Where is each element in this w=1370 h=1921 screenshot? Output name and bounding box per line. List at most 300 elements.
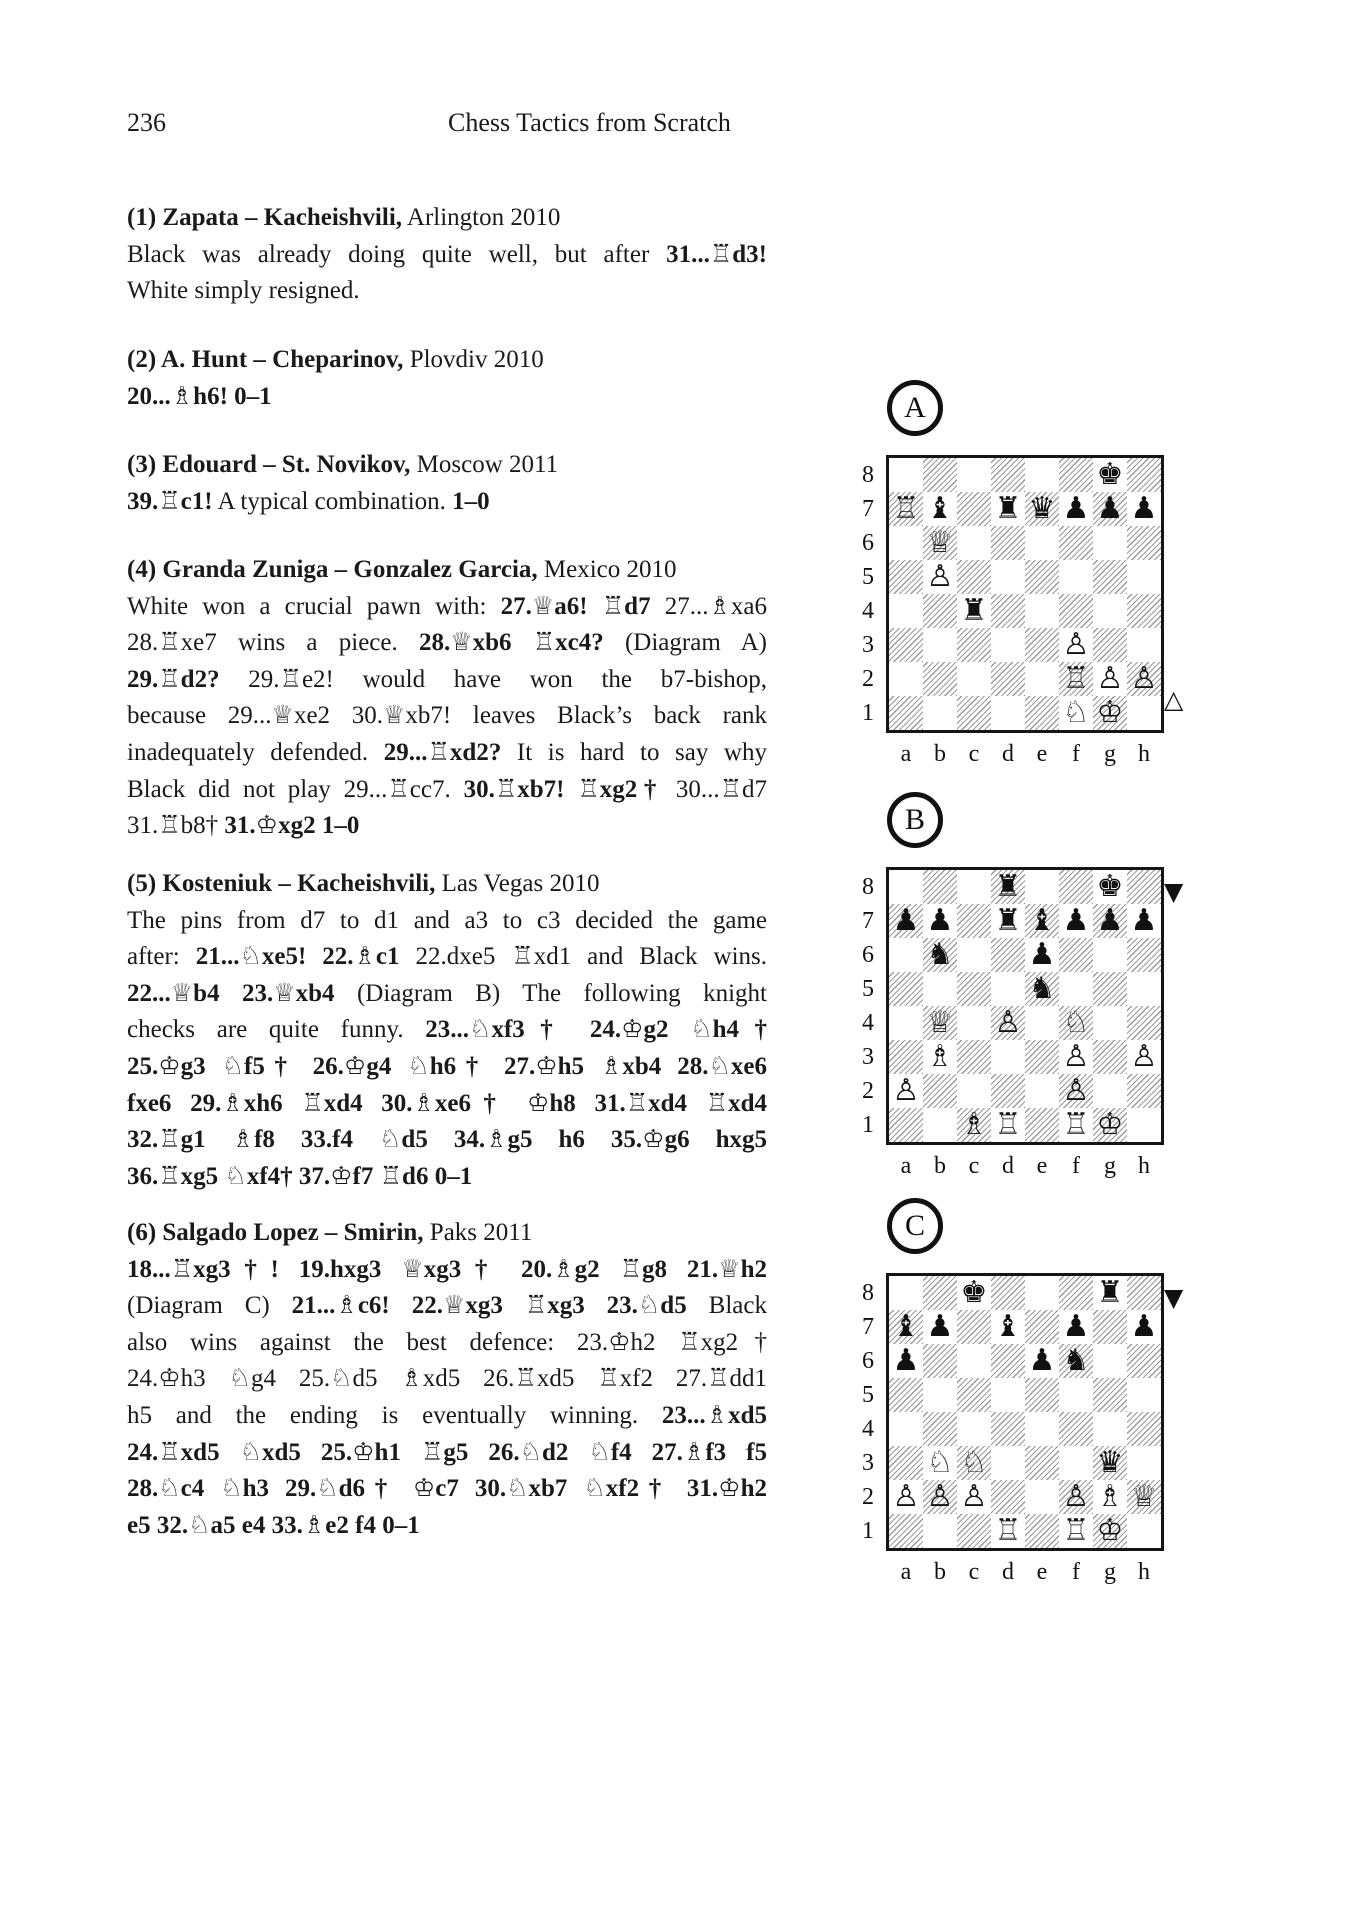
board-square-g3 <box>1093 1040 1127 1074</box>
chess-piece-b7: ♟ <box>926 903 954 938</box>
chessboard-b <box>886 867 1164 1145</box>
board-square-f4 <box>1059 1412 1093 1446</box>
board-square-g2 <box>1093 1074 1127 1108</box>
board-square-c3 <box>957 628 991 662</box>
board-square-g6 <box>1093 526 1127 560</box>
chess-piece-f7: ♟ <box>1062 491 1090 526</box>
file-label-d: d <box>1002 1153 1014 1179</box>
rank-label-7: 7 <box>862 908 874 934</box>
board-square-h2 <box>1127 1074 1161 1108</box>
chess-piece-a6: ♟ <box>892 1343 920 1378</box>
board-square-b4 <box>923 594 957 628</box>
board-square-g6 <box>1093 1344 1127 1378</box>
board-square-a2 <box>889 662 923 696</box>
text-segment: 1–0 <box>452 487 490 515</box>
chess-piece-f7: ♟ <box>1062 1309 1090 1344</box>
board-square-h8 <box>1127 458 1161 492</box>
text-segment: inadequately defended. <box>127 738 384 766</box>
text-segment: 32.♖g1 ♗f8 33.f4 ♘d5 34.♗g5 h6 35.♔g6 hxg5 <box>127 1126 767 1154</box>
board-square-c4 <box>957 1006 991 1040</box>
rank-label-3: 3 <box>862 632 874 658</box>
text-segment: Las Vegas 2010 <box>435 870 600 897</box>
text-segment: 36.♖xg5 ♘xf4† 37.♔f7 ♖d6 0–1 <box>127 1162 473 1190</box>
board-square-d5 <box>991 1378 1025 1412</box>
text-segment: fxe6 29.♗xh6 ♖xd4 30.♗xe6† ♔h8 31.♖xd4 ♖xd4 <box>127 1089 767 1117</box>
text-segment: (3) Edouard – St. Novikov, <box>127 451 411 478</box>
board-square-d4 <box>991 1412 1025 1446</box>
chess-piece-a7: ♖ <box>889 492 923 526</box>
board-square-d3 <box>991 628 1025 662</box>
file-label-b: b <box>934 1153 946 1179</box>
board-square-b8 <box>923 870 957 904</box>
board-square-e2 <box>1025 1480 1059 1514</box>
text-segment: 23...♗xd5 <box>661 1401 767 1429</box>
text-segment: A typical combination. <box>212 487 453 515</box>
board-square-e8 <box>1025 1276 1059 1310</box>
board-square-f3 <box>1059 1446 1093 1480</box>
board-square-a5 <box>889 560 923 594</box>
board-square-a5 <box>889 1378 923 1412</box>
chess-piece-g2: ♙ <box>1096 661 1124 696</box>
board-square-h5 <box>1127 972 1161 1006</box>
solution-paragraph-4 <box>127 552 767 845</box>
chess-piece-b6: ♞ <box>923 938 957 972</box>
board-square-e4 <box>1025 1006 1059 1040</box>
chess-piece-f1: ♖ <box>1062 1107 1090 1142</box>
board-square-g5 <box>1093 1378 1127 1412</box>
board-square-b5 <box>923 972 957 1006</box>
diagram-label-a: A <box>887 380 943 436</box>
chess-piece-b5: ♙ <box>926 559 954 594</box>
board-square-a1 <box>889 1514 923 1548</box>
chess-piece-g2: ♗ <box>1096 1479 1124 1514</box>
chess-piece-c1: ♗ <box>957 1108 991 1142</box>
game-heading <box>127 200 767 237</box>
board-square-e3 <box>1025 1446 1059 1480</box>
board-square-h6 <box>1127 1344 1161 1378</box>
notation-line <box>127 772 767 809</box>
chess-piece-f3: ♙ <box>1062 1039 1090 1074</box>
notation-line <box>127 939 767 976</box>
board-square-b1 <box>923 1108 957 1142</box>
rank-label-3: 3 <box>862 1450 874 1476</box>
text-segment: White simply resigned. <box>127 277 360 305</box>
rank-label-6: 6 <box>862 530 874 556</box>
board-square-h1 <box>1127 1514 1161 1548</box>
black-to-move-icon: ▼ <box>1164 877 1184 906</box>
rank-label-4: 4 <box>862 1010 874 1036</box>
board-square-a3 <box>889 1446 923 1480</box>
board-square-d5 <box>991 560 1025 594</box>
rank-label-5: 5 <box>862 976 874 1002</box>
file-label-e: e <box>1036 1559 1048 1585</box>
board-square-g3 <box>1093 628 1127 662</box>
board-square-e7 <box>1025 1310 1059 1344</box>
board-square-e8 <box>1025 458 1059 492</box>
file-label-g: g <box>1104 1559 1116 1585</box>
chessboard-c <box>886 1273 1164 1551</box>
chess-piece-b7: ♝ <box>926 491 954 526</box>
text-segment: Black did not play 29...♖cc7. <box>127 775 464 803</box>
board-square-e3 <box>1025 1040 1059 1074</box>
file-label-b: b <box>934 741 946 767</box>
black-to-move-icon: ▼ <box>1164 1283 1184 1312</box>
board-square-c5 <box>957 560 991 594</box>
chess-piece-f1: ♖ <box>1062 1513 1090 1548</box>
board-square-c5 <box>957 1378 991 1412</box>
chess-piece-c8: ♚ <box>960 1275 988 1310</box>
text-segment: 21...♘xe5! 22.♗c1 <box>195 943 400 971</box>
text-segment: 31.♖b8† <box>127 812 225 840</box>
text-segment: (4) Granda Zuniga – Gonzalez Garcia, <box>127 556 538 583</box>
file-label-h: h <box>1138 1153 1150 1179</box>
board-square-d2 <box>991 1480 1025 1514</box>
board-square-e1 <box>1025 1514 1059 1548</box>
solution-paragraph-2 <box>127 342 767 415</box>
board-square-c2 <box>957 1074 991 1108</box>
board-square-c8 <box>957 458 991 492</box>
board-square-h5 <box>1127 1378 1161 1412</box>
board-square-f5 <box>1059 560 1093 594</box>
board-square-d6 <box>991 526 1025 560</box>
chess-piece-b2: ♙ <box>923 1480 957 1514</box>
chess-piece-b3: ♘ <box>926 1445 954 1480</box>
text-segment: 25.♔g3 ♘f5† 26.♔g4 ♘h6† 27.♔h5 ♗xb4 28.♘xe6 <box>127 1052 767 1080</box>
notation-line <box>127 379 767 416</box>
notation-line <box>127 698 767 735</box>
board-square-a1 <box>889 696 923 730</box>
text-segment: because 29...♕xe2 30.♕xb7! leaves Black’s back rank <box>127 702 767 730</box>
board-square-d3 <box>991 1040 1025 1074</box>
text-segment: Black was already doing quite well, but after <box>127 240 667 268</box>
board-square-f8 <box>1059 1276 1093 1310</box>
chess-piece-e7: ♝ <box>1025 904 1059 938</box>
board-square-d3 <box>991 1446 1025 1480</box>
board-square-f6 <box>1059 938 1093 972</box>
board-square-e4 <box>1025 1412 1059 1446</box>
notation-line <box>127 484 767 521</box>
board-square-f5 <box>1059 972 1093 1006</box>
file-label-c: c <box>968 1559 980 1585</box>
text-segment: 21...♗c6! 22.♕xg3 ♖xg3 23.♘d5 <box>291 1292 687 1320</box>
text-segment: White won a crucial pawn with: <box>127 592 501 620</box>
notation-line <box>127 1471 767 1508</box>
file-label-c: c <box>968 741 980 767</box>
text-segment: 27...♗xa6 <box>650 592 767 620</box>
board-square-f8 <box>1059 870 1093 904</box>
notation-line <box>127 1435 767 1472</box>
text-segment: Mexico 2010 <box>537 556 677 583</box>
notation-line <box>127 808 767 845</box>
text-segment: 29.♖e2! would have won the b7-bishop, <box>219 665 767 693</box>
chess-piece-f7: ♟ <box>1062 903 1090 938</box>
rank-label-1: 1 <box>862 1518 874 1544</box>
rank-label-7: 7 <box>862 1314 874 1340</box>
chess-piece-g7: ♟ <box>1093 904 1127 938</box>
board-square-d5 <box>991 972 1025 1006</box>
board-square-g5 <box>1093 560 1127 594</box>
file-label-e: e <box>1036 741 1048 767</box>
board-square-c8 <box>957 870 991 904</box>
board-square-a3 <box>889 1040 923 1074</box>
rank-label-8: 8 <box>862 1280 874 1306</box>
board-square-b2 <box>923 662 957 696</box>
white-to-move-icon: △ <box>1164 685 1184 714</box>
file-label-h: h <box>1138 741 1150 767</box>
text-segment: 22.dxe5 ♖xd1 and Black wins. <box>399 943 767 971</box>
board-square-e2 <box>1025 1074 1059 1108</box>
game-heading <box>127 342 767 379</box>
board-square-f6 <box>1059 526 1093 560</box>
board-square-d4 <box>991 594 1025 628</box>
text-segment: also wins against the best defence: 23.♔h2 ♖xg2† <box>127 1328 767 1356</box>
notation-line <box>127 903 767 940</box>
rank-label-4: 4 <box>862 1416 874 1442</box>
text-segment: 23...♘xf3† 24.♔g2 ♘h4† <box>425 1016 767 1044</box>
rank-label-2: 2 <box>862 1078 874 1104</box>
notation-line <box>127 1252 767 1289</box>
board-square-a4 <box>889 1412 923 1446</box>
chess-piece-h3: ♙ <box>1130 1039 1158 1074</box>
notation-line <box>127 1159 767 1196</box>
text-segment: (5) Kosteniuk – Kacheishvili, <box>127 870 436 897</box>
board-square-h6 <box>1127 526 1161 560</box>
file-label-e: e <box>1036 1153 1048 1179</box>
chess-piece-f4: ♘ <box>1059 1006 1093 1040</box>
chess-piece-f2: ♙ <box>1059 1480 1093 1514</box>
notation-line <box>127 273 767 310</box>
text-segment: 30...♖d7 <box>662 775 767 803</box>
diagram-label-b: B <box>887 792 943 848</box>
board-square-a4 <box>889 594 923 628</box>
board-square-h4 <box>1127 594 1161 628</box>
board-square-c6 <box>957 526 991 560</box>
game-heading <box>127 552 767 589</box>
board-square-c6 <box>957 938 991 972</box>
chess-piece-g7: ♟ <box>1093 492 1127 526</box>
solution-paragraph-3 <box>127 447 767 520</box>
rank-label-8: 8 <box>862 874 874 900</box>
board-square-b1 <box>923 1514 957 1548</box>
notation-line <box>127 1325 767 1362</box>
solution-paragraph-6 <box>127 1215 767 1544</box>
board-square-a8 <box>889 458 923 492</box>
notation-line <box>127 1049 767 1086</box>
file-label-c: c <box>968 1153 980 1179</box>
board-square-b8 <box>923 1276 957 1310</box>
file-label-b: b <box>934 1559 946 1585</box>
board-square-e8 <box>1025 870 1059 904</box>
board-square-e6 <box>1025 526 1059 560</box>
board-square-e2 <box>1025 662 1059 696</box>
board-square-c3 <box>957 1040 991 1074</box>
board-square-g4 <box>1093 594 1127 628</box>
board-square-e3 <box>1025 628 1059 662</box>
chess-piece-b7: ♟ <box>926 1309 954 1344</box>
text-segment: 29...♖xd2? <box>383 738 502 766</box>
file-label-f: f <box>1072 1153 1080 1179</box>
text-segment: (1) Zapata – Kacheishvili, <box>127 204 403 231</box>
board-square-h3 <box>1127 628 1161 662</box>
chess-piece-e6: ♟ <box>1028 937 1056 972</box>
chess-piece-g1: ♔ <box>1093 696 1127 730</box>
notation-line <box>127 589 767 626</box>
chessboard-a <box>886 455 1164 733</box>
chess-piece-h2: ♙ <box>1127 662 1161 696</box>
text-segment: (2) A. Hunt – Cheparinov, <box>127 346 404 373</box>
rank-label-4: 4 <box>862 598 874 624</box>
notation-line <box>127 735 767 772</box>
board-square-e5 <box>1025 1378 1059 1412</box>
chess-piece-e7: ♛ <box>1025 492 1059 526</box>
rank-label-2: 2 <box>862 1484 874 1510</box>
text-segment: 31.♔xg2 1–0 <box>224 812 360 840</box>
file-label-a: a <box>900 741 912 767</box>
file-label-d: d <box>1002 1559 1014 1585</box>
board-square-c1 <box>957 696 991 730</box>
notation-line <box>127 625 767 662</box>
text-segment: Moscow 2011 <box>410 451 559 478</box>
board-square-d2 <box>991 662 1025 696</box>
board-square-f5 <box>1059 1378 1093 1412</box>
chess-piece-g8: ♜ <box>1096 1275 1124 1310</box>
text-segment: The pins from d7 to d1 and a3 to c3 decided the game <box>127 906 767 934</box>
chess-piece-d7: ♜ <box>994 903 1022 938</box>
chess-piece-d7: ♝ <box>994 1309 1022 1344</box>
board-square-g6 <box>1093 938 1127 972</box>
board-square-b4 <box>923 1412 957 1446</box>
rank-label-5: 5 <box>862 1382 874 1408</box>
chess-piece-e5: ♞ <box>1025 972 1059 1006</box>
board-square-d6 <box>991 938 1025 972</box>
board-square-f4 <box>1059 594 1093 628</box>
board-square-d1 <box>991 696 1025 730</box>
file-label-a: a <box>900 1153 912 1179</box>
board-square-e5 <box>1025 560 1059 594</box>
rank-label-8: 8 <box>862 462 874 488</box>
text-segment: 27.♕a6! ♖d7 <box>500 592 651 620</box>
diagram-label-c: C <box>887 1198 943 1254</box>
board-square-h4 <box>1127 1006 1161 1040</box>
board-square-f8 <box>1059 458 1093 492</box>
board-square-h1 <box>1127 1108 1161 1142</box>
chess-piece-f6: ♞ <box>1059 1344 1093 1378</box>
board-square-h6 <box>1127 938 1161 972</box>
chess-piece-a2: ♙ <box>892 1479 920 1514</box>
chess-piece-c2: ♙ <box>960 1479 988 1514</box>
board-square-h8 <box>1127 870 1161 904</box>
text-segment: (Diagram B) The following knight <box>334 979 767 1007</box>
board-square-a4 <box>889 1006 923 1040</box>
text-segment: 29.♖d2? <box>127 665 220 693</box>
board-square-h1 <box>1127 696 1161 730</box>
text-segment: 24.♖xd5 ♘xd5 25.♔h1 ♖g5 26.♘d2 ♘f4 27.♗f3 f5 <box>127 1438 767 1466</box>
chess-piece-h7: ♟ <box>1130 1309 1158 1344</box>
file-label-g: g <box>1104 1153 1116 1179</box>
chess-piece-e6: ♟ <box>1028 1343 1056 1378</box>
game-heading <box>127 1215 767 1252</box>
rank-label-6: 6 <box>862 1348 874 1374</box>
book-title: Chess Tactics from Scratch <box>448 108 731 137</box>
board-square-c2 <box>957 662 991 696</box>
chess-piece-f2: ♖ <box>1059 662 1093 696</box>
board-square-c5 <box>957 972 991 1006</box>
text-segment: 28.♖xe7 wins a piece. <box>127 629 419 657</box>
text-segment: 28.♘c4 ♘h3 29.♘d6† ♔c7 30.♘xb7 ♘xf2† 31.♔h2 <box>127 1475 767 1503</box>
board-square-h5 <box>1127 560 1161 594</box>
text-segment: Plovdiv 2010 <box>403 346 544 373</box>
board-square-c7 <box>957 492 991 526</box>
board-square-e4 <box>1025 594 1059 628</box>
chess-piece-g1: ♔ <box>1093 1108 1127 1142</box>
file-label-f: f <box>1072 741 1080 767</box>
text-segment: Black <box>686 1292 767 1320</box>
file-label-g: g <box>1104 741 1116 767</box>
text-segment: 28.♕xb6 ♖xc4? <box>418 629 604 657</box>
board-square-a3 <box>889 628 923 662</box>
board-square-h3 <box>1127 1446 1161 1480</box>
chess-piece-g8: ♚ <box>1096 457 1124 492</box>
chess-piece-g3: ♛ <box>1093 1446 1127 1480</box>
text-segment: 18...♖xg3†! 19.hxg3 ♕xg3† 20.♗g2 ♖g8 21.♕h2 <box>127 1255 767 1283</box>
chess-piece-a2: ♙ <box>892 1073 920 1108</box>
board-square-a6 <box>889 938 923 972</box>
board-square-c4 <box>957 1412 991 1446</box>
text-segment: (6) Salgado Lopez – Smirin, <box>127 1219 424 1246</box>
board-square-h4 <box>1127 1412 1161 1446</box>
rank-label-3: 3 <box>862 1044 874 1070</box>
text-segment: 30.♖xb7! ♖xg2† <box>463 775 663 803</box>
notation-line <box>127 237 767 274</box>
notation-line <box>127 1086 767 1123</box>
notation-line <box>127 1508 767 1545</box>
chess-piece-d4: ♙ <box>991 1006 1025 1040</box>
chess-piece-d7: ♜ <box>994 491 1022 526</box>
game-heading <box>127 447 767 484</box>
board-square-e1 <box>1025 1108 1059 1142</box>
rank-label-6: 6 <box>862 942 874 968</box>
text-segment: checks are quite funny. <box>127 1016 426 1044</box>
rank-label-2: 2 <box>862 666 874 692</box>
game-heading <box>127 866 767 903</box>
page-number: 236 <box>127 108 166 137</box>
board-square-c7 <box>957 1310 991 1344</box>
board-square-e1 <box>1025 696 1059 730</box>
notation-line <box>127 1398 767 1435</box>
chess-piece-a7: ♝ <box>889 1310 923 1344</box>
chess-piece-b6: ♕ <box>923 526 957 560</box>
board-square-c7 <box>957 904 991 938</box>
solution-paragraph-5 <box>127 866 767 1195</box>
board-square-c1 <box>957 1514 991 1548</box>
board-square-b5 <box>923 1378 957 1412</box>
board-square-b2 <box>923 1074 957 1108</box>
board-square-b1 <box>923 696 957 730</box>
board-square-g4 <box>1093 1412 1127 1446</box>
text-segment: It is hard to say why <box>501 738 767 766</box>
board-square-a8 <box>889 1276 923 1310</box>
file-label-a: a <box>900 1559 912 1585</box>
notation-line <box>127 1288 767 1325</box>
text-segment: (Diagram A) <box>603 629 767 657</box>
chess-piece-b3: ♗ <box>926 1039 954 1074</box>
board-square-b6 <box>923 1344 957 1378</box>
rank-label-7: 7 <box>862 496 874 522</box>
file-label-d: d <box>1002 741 1014 767</box>
text-segment: 22...♕b4 23.♕xb4 <box>127 979 335 1007</box>
text-segment: Arlington 2010 <box>402 204 561 231</box>
board-square-a1 <box>889 1108 923 1142</box>
